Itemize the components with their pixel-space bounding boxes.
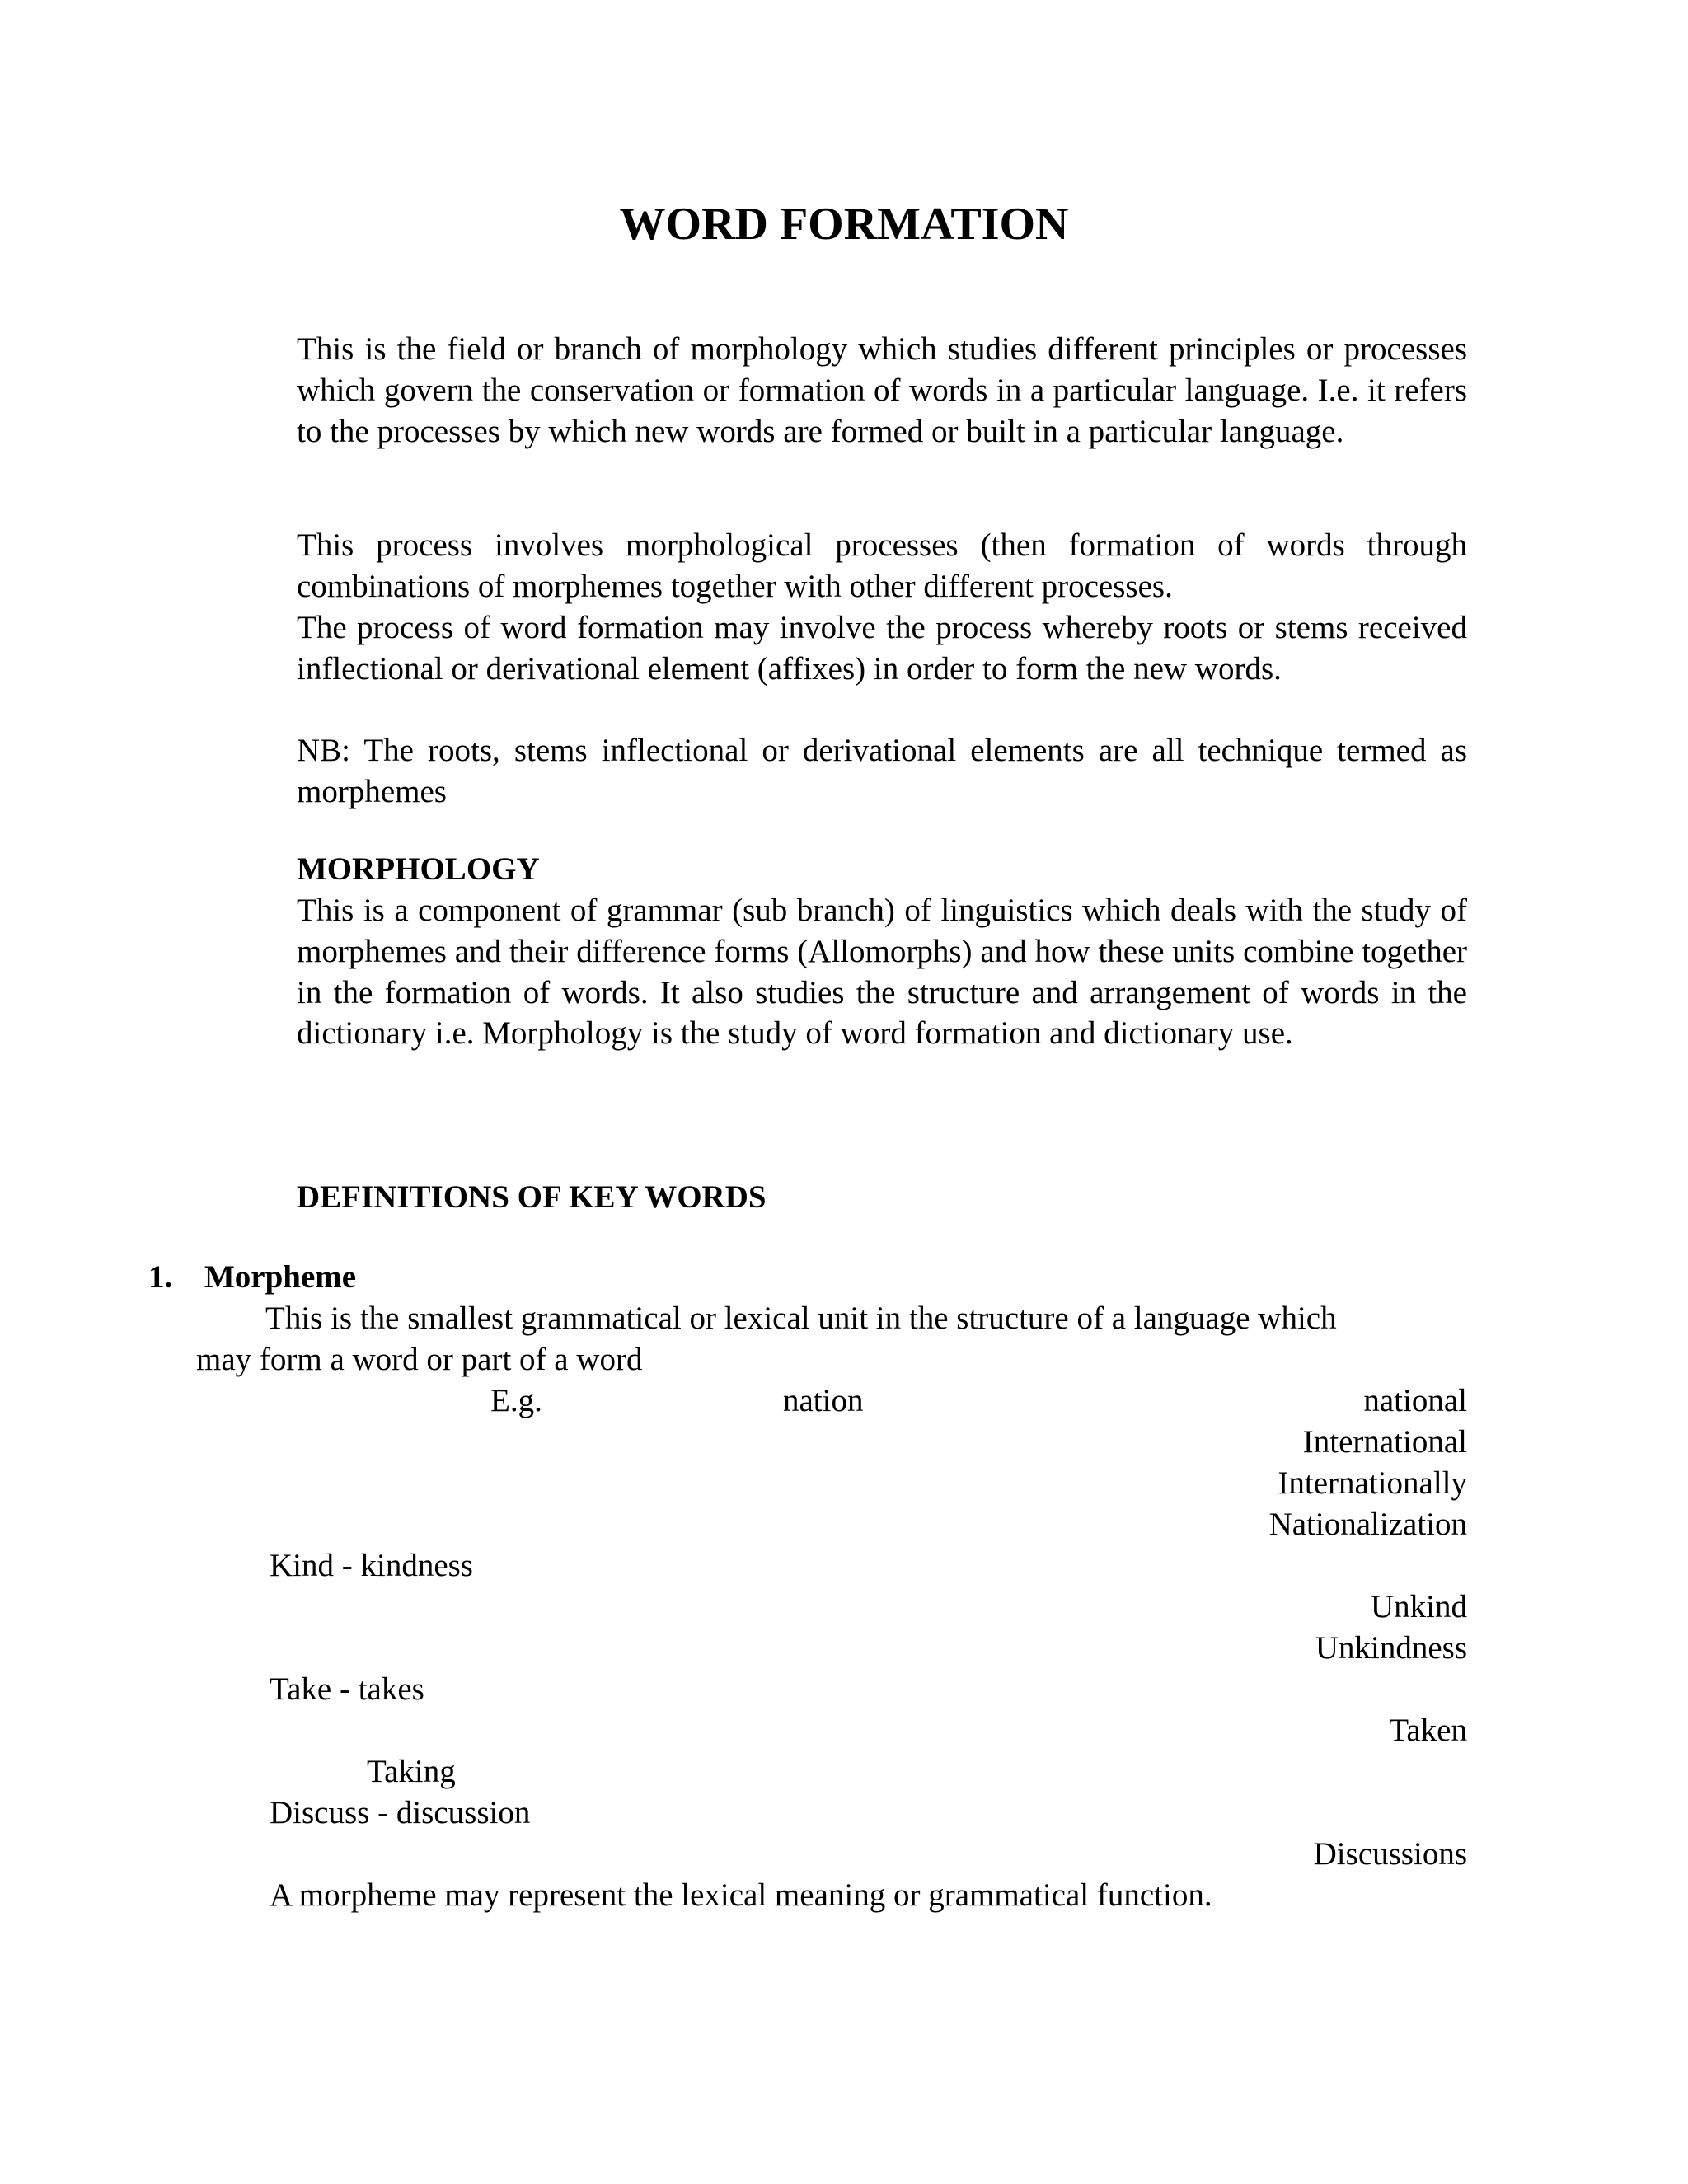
example-form: Taken <box>1389 1713 1467 1748</box>
example-form: Internationally <box>1278 1465 1467 1501</box>
list-number: 1. <box>148 1259 173 1295</box>
example-form: Unkindness <box>1315 1630 1467 1666</box>
morpheme-definition-line-2: may form a word or part of a word <box>196 1342 643 1377</box>
page-title: WORD FORMATION <box>619 199 1069 250</box>
example-row-discuss: Discuss - discussion <box>270 1795 531 1830</box>
example-label: E.g. <box>490 1383 542 1418</box>
example-form-taking: Taking <box>367 1754 456 1789</box>
morpheme-definition-line-1: This is the smallest grammatical or lexical unit in the structure of a language which <box>265 1301 1337 1336</box>
example-row-take: Take - takes <box>270 1671 424 1707</box>
definitions-heading: DEFINITIONS OF KEY WORDS <box>297 1179 767 1215</box>
example-form: Nationalization <box>1268 1507 1467 1542</box>
intro-paragraph-3: The process of word formation may involve the process whereby roots or stems received inflectional or derivational element (affixes) in order to form the new words. <box>297 610 1467 687</box>
example-row-kind: Kind - kindness <box>270 1548 473 1583</box>
example-form: Discussions <box>1313 1836 1467 1872</box>
example-form: Unkind <box>1371 1589 1467 1624</box>
example-form: International <box>1302 1424 1467 1460</box>
intro-note: NB: The roots, stems inflectional or derivational elements are all technique termed as morphemes <box>297 733 1467 809</box>
morphology-definition: This is a component of grammar (sub branch) of linguistics which deals with the study of morphemes and their difference forms (Allomorphs) and how these units combine together in the formation of words. It also studies the structure and arrangement of words in the dictionary i.e. Morphology is the study of word formation and dictionary use. <box>297 893 1467 1052</box>
intro-paragraph-2: This process involves morphological processes (then formation of words through combinations of morphemes together with other different processes. <box>297 527 1467 604</box>
morpheme-heading <box>148 1257 356 1298</box>
intro-paragraph-1: This is the field or branch of morphology which studies different principles or processes which govern the conservation or formation of words in a particular language. I.e. it refers to the processes by which new words are formed or built in a particular language. <box>297 331 1467 449</box>
example-form: national <box>1363 1383 1467 1418</box>
morphology-heading: MORPHOLOGY <box>297 851 540 887</box>
morpheme-title: Morpheme <box>204 1259 357 1295</box>
morpheme-closing-sentence: A morpheme may represent the lexical meaning or grammatical function. <box>270 1877 1212 1913</box>
example-root-word: nation <box>783 1383 864 1418</box>
